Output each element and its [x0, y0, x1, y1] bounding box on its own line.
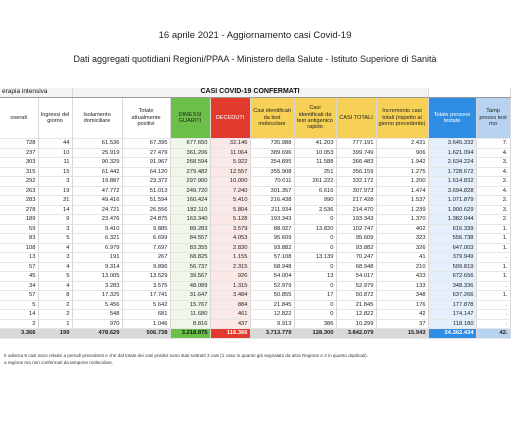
- table-cell: 323: [376, 234, 428, 244]
- table-cell: 6.979: [72, 243, 122, 253]
- table-cell: 366.483: [336, 158, 376, 168]
- table-cell: 5.456: [72, 300, 122, 310]
- table-cell: 3.283: [72, 281, 122, 291]
- table-row: [0, 234, 510, 244]
- table-cell: 1.942: [376, 158, 428, 168]
- table-cell: 90.329: [72, 158, 122, 168]
- col-header-deceduti: DECEDUTI: [210, 98, 250, 139]
- table-row: [0, 300, 510, 310]
- table-cell: 5.128: [210, 215, 250, 225]
- table-cell: 15.767: [170, 300, 210, 310]
- table-cell: 14: [38, 205, 72, 215]
- table-cell: 6.699: [122, 234, 170, 244]
- table-cell: 31.647: [170, 291, 210, 301]
- table-cell: .: [476, 281, 510, 291]
- table-cell: 4.053: [210, 234, 250, 244]
- totals-cell: 3.842.079: [336, 329, 376, 339]
- table-row: [0, 215, 510, 225]
- table-cell: 51.013: [122, 186, 170, 196]
- table-cell: 599.819: [428, 262, 476, 272]
- table-cell: 59: [0, 224, 38, 234]
- table-cell: 677.650: [170, 139, 210, 149]
- table-cell: 461: [210, 310, 250, 320]
- table-cell: 50.872: [336, 291, 376, 301]
- table-cell: 672.656: [428, 272, 476, 282]
- table-cell: 13.529: [122, 272, 170, 282]
- table-cell: 5.642: [122, 300, 170, 310]
- table-cell: 13.820: [294, 224, 336, 234]
- col-header-ricoverati: overati: [0, 98, 38, 139]
- table-cell: 19: [38, 186, 72, 196]
- table-cell: 301.357: [250, 186, 294, 196]
- group-header-casi-confermati: CASI COVID-19 CONFERMATI: [72, 88, 428, 98]
- table-row: [0, 281, 510, 291]
- table-cell: 89.283: [170, 224, 210, 234]
- table-cell: 27.479: [122, 148, 170, 158]
- table-cell: 191: [72, 253, 122, 263]
- table-cell: 6.616: [294, 186, 336, 196]
- table-cell: 297.900: [170, 177, 210, 187]
- table-cell: 5.410: [210, 196, 250, 206]
- table-row: [0, 186, 510, 196]
- table-cell: 24.721: [72, 205, 122, 215]
- table-cell: 70.247: [336, 253, 376, 263]
- table-cell: 133: [376, 281, 428, 291]
- table-cell: 348: [376, 291, 428, 301]
- table-cell: 0: [294, 281, 336, 291]
- table-cell: 647.003: [428, 243, 476, 253]
- table-cell: 45: [0, 272, 38, 282]
- table-cell: 735.988: [250, 139, 294, 149]
- table-cell: 84.557: [170, 234, 210, 244]
- table-cell: 12.822: [250, 310, 294, 320]
- table-cell: 10: [38, 148, 72, 158]
- table-cell: 2.830: [210, 243, 250, 253]
- table-cell: 93.882: [336, 243, 376, 253]
- table-cell: 1.900.629: [428, 205, 476, 215]
- table-cell: 11.064: [210, 148, 250, 158]
- table-cell: 177.878: [428, 300, 476, 310]
- table-cell: 303: [0, 158, 38, 168]
- totals-cell: 128.300: [294, 329, 336, 339]
- covid-data-table: [0, 88, 511, 339]
- table-row: [0, 272, 510, 282]
- table-cell: 31: [38, 196, 72, 206]
- totals-cell: 15.943: [376, 329, 428, 339]
- table-cell: 61.536: [72, 139, 122, 149]
- totals-cell: 478.629: [72, 329, 122, 339]
- table-cell: 1.155: [210, 253, 250, 263]
- table-cell: 990: [294, 196, 336, 206]
- table-cell: 315: [0, 167, 38, 177]
- table-cell: 17: [294, 291, 336, 301]
- table-cell: 1.474: [376, 186, 428, 196]
- table-cell: 681: [122, 310, 170, 320]
- table-cell: 68.825: [170, 253, 210, 263]
- table-cell: 268.594: [170, 158, 210, 168]
- table-cell: 216.438: [250, 196, 294, 206]
- table-cell: 23.372: [122, 177, 170, 187]
- table-cell: 211.934: [250, 205, 294, 215]
- table-cell: 433: [376, 272, 428, 282]
- table-cell: 210: [376, 262, 428, 272]
- totals-cell: 116.366: [210, 329, 250, 339]
- table-cell: 3.484: [210, 291, 250, 301]
- table-cell: .: [476, 253, 510, 263]
- table-cell: 41: [376, 253, 428, 263]
- table-cell: 9.314: [72, 262, 122, 272]
- col-header-ingressi: Ingressi del giorno: [38, 98, 72, 139]
- table-cell: 118.180: [428, 319, 476, 329]
- table-cell: 41.203: [294, 139, 336, 149]
- table-cell: 108: [0, 243, 38, 253]
- footnote: è odierna 9 casi sono relativi a periodi precedenti e che dal totale dei casi positivi sono stati sottratti 3 casi (1 caso in quanto già segnalato da altra Regione e 2 in quanto duplicati).: [4, 353, 368, 358]
- table-cell: 3.: [476, 205, 510, 215]
- table-cell: 728: [0, 139, 38, 149]
- table-cell: 1.200: [376, 177, 428, 187]
- table-cell: 19.887: [72, 177, 122, 187]
- table-cell: 7.697: [122, 243, 170, 253]
- table-cell: 3.645.332: [428, 139, 476, 149]
- table-row: [0, 148, 510, 158]
- table-row: [0, 158, 510, 168]
- table-cell: 249.720: [170, 186, 210, 196]
- table-row: [0, 177, 510, 187]
- table-cell: 1.: [476, 243, 510, 253]
- table-row: [0, 319, 510, 329]
- table-cell: 2.431: [376, 139, 428, 149]
- table-cell: 355.908: [250, 167, 294, 177]
- table-cell: 5: [38, 234, 72, 244]
- table-cell: 1.382.044: [428, 215, 476, 225]
- table-cell: 95.609: [336, 234, 376, 244]
- table-cell: 21.845: [250, 300, 294, 310]
- table-cell: 1.: [476, 262, 510, 272]
- table-cell: 2.: [476, 177, 510, 187]
- table-cell: 1.071.879: [428, 196, 476, 206]
- table-cell: 17.325: [72, 291, 122, 301]
- table-cell: 361.206: [170, 148, 210, 158]
- table-cell: 1.370: [376, 215, 428, 225]
- table-cell: .: [476, 300, 510, 310]
- table-cell: 2.536: [294, 205, 336, 215]
- table-cell: 11.588: [294, 158, 336, 168]
- table-cell: 10.053: [294, 148, 336, 158]
- table-cell: 24.875: [122, 215, 170, 225]
- table-cell: 283: [0, 196, 38, 206]
- report-subtitle: Dati aggregati quotidiani Regioni/PPAA - Ministero della Salute - Istituto Superiore di Sanità: [73, 54, 437, 64]
- table-row: [0, 196, 510, 206]
- table-cell: 926: [210, 272, 250, 282]
- table-cell: 88.927: [250, 224, 294, 234]
- table-cell: 174.147: [428, 310, 476, 320]
- col-header-casi-totali: CASI TOTALI: [336, 98, 376, 139]
- col-header-dimessi-guariti: DIMESSI GUARITI: [170, 98, 210, 139]
- col-header-incremento: Incremento casi totali (rispetto al giorno precedente): [376, 98, 428, 139]
- table-cell: 70.011: [250, 177, 294, 187]
- table-cell: 9: [38, 215, 72, 225]
- table-row: [0, 291, 510, 301]
- totals-cell: 3.713.779: [250, 329, 294, 339]
- table-cell: 49.416: [72, 196, 122, 206]
- table-cell: 13.005: [72, 272, 122, 282]
- table-cell: 25.919: [72, 148, 122, 158]
- totals-cell: 24.362.434: [428, 329, 476, 339]
- table-cell: 39.567: [170, 272, 210, 282]
- column-header-row: [0, 98, 510, 139]
- table-cell: .: [476, 310, 510, 320]
- table-cell: 163.340: [170, 215, 210, 225]
- table-cell: 1: [38, 319, 72, 329]
- table-cell: 182.110: [170, 205, 210, 215]
- table-cell: 5.804: [210, 205, 250, 215]
- table-cell: 176: [376, 300, 428, 310]
- table-cell: 637.266: [428, 291, 476, 301]
- table-cell: 23.476: [72, 215, 122, 225]
- table-cell: 11.680: [170, 310, 210, 320]
- table-cell: 54.004: [250, 272, 294, 282]
- table-cell: 5.922: [210, 158, 250, 168]
- table-cell: 0: [294, 262, 336, 272]
- table-cell: 2.: [476, 196, 510, 206]
- table-cell: 68.948: [250, 262, 294, 272]
- table-cell: 10.299: [336, 319, 376, 329]
- table-cell: 8.816: [170, 319, 210, 329]
- table-cell: 0: [294, 215, 336, 225]
- table-cell: 95.609: [250, 234, 294, 244]
- table-cell: 68.948: [336, 262, 376, 272]
- table-cell: 13: [0, 253, 38, 263]
- table-cell: 57.108: [250, 253, 294, 263]
- table-cell: 1.728.672: [428, 167, 476, 177]
- table-cell: 1.614.832: [428, 177, 476, 187]
- table-cell: 0: [294, 243, 336, 253]
- col-header-totale-positivi: Totale attualmente positivi: [122, 98, 170, 139]
- table-cell: 4.: [476, 186, 510, 196]
- col-header-test-antigenico: Casi identificati da test antigenico rapido: [294, 98, 336, 139]
- table-cell: 2: [38, 300, 72, 310]
- table-cell: 4.: [476, 167, 510, 177]
- totals-cell: 506.738: [122, 329, 170, 339]
- table-cell: 354.895: [250, 158, 294, 168]
- table-cell: 437: [210, 319, 250, 329]
- table-cell: 399.749: [336, 148, 376, 158]
- table-cell: 91.967: [122, 158, 170, 168]
- col-header-persone-testate: Totale persone testate: [428, 98, 476, 139]
- table-cell: 64.120: [122, 167, 170, 177]
- table-row: [0, 243, 510, 253]
- table-cell: 3: [38, 253, 72, 263]
- report-title: 16 aprile 2021 - Aggiornamento casi Covid-19: [158, 30, 352, 41]
- table-cell: 3.579: [210, 224, 250, 234]
- covid-table-container: [0, 88, 510, 337]
- table-cell: 356.159: [336, 167, 376, 177]
- table-cell: 67.395: [122, 139, 170, 149]
- table-cell: 292: [0, 177, 38, 187]
- table-cell: 0: [294, 310, 336, 320]
- group-header-spacer: [428, 88, 510, 98]
- table-row: [0, 205, 510, 215]
- table-cell: 1.046: [122, 319, 170, 329]
- table-row: [0, 262, 510, 272]
- table-cell: 263: [0, 186, 38, 196]
- col-header-test-molecolare: Casi identificati da test molecolare: [250, 98, 294, 139]
- table-cell: 34: [0, 281, 38, 291]
- table-cell: 32.146: [210, 139, 250, 149]
- table-cell: 193.343: [336, 215, 376, 225]
- table-cell: 386: [294, 319, 336, 329]
- table-cell: 9.913: [250, 319, 294, 329]
- table-row: [0, 224, 510, 234]
- totals-cell: 42.: [476, 329, 510, 339]
- table-cell: 56.737: [170, 262, 210, 272]
- table-cell: 93.882: [250, 243, 294, 253]
- totals-cell: 199: [38, 329, 72, 339]
- table-cell: 7.: [476, 139, 510, 149]
- table-cell: 160.424: [170, 196, 210, 206]
- table-cell: 4: [38, 243, 72, 253]
- table-cell: 2: [38, 310, 72, 320]
- table-cell: 348.336: [428, 281, 476, 291]
- table-cell: 332.172: [336, 177, 376, 187]
- table-cell: 44: [38, 139, 72, 149]
- table-row: [0, 167, 510, 177]
- table-cell: 1.621.094: [428, 148, 476, 158]
- table-cell: 83: [0, 234, 38, 244]
- table-cell: 54.017: [336, 272, 376, 282]
- table-cell: 9.410: [72, 224, 122, 234]
- table-row: [0, 139, 510, 149]
- table-cell: 0: [294, 234, 336, 244]
- table-cell: 3.575: [122, 281, 170, 291]
- totals-cell: 3.218.975: [170, 329, 210, 339]
- table-cell: 17.741: [122, 291, 170, 301]
- table-cell: 906: [376, 148, 428, 158]
- table-cell: 13.139: [294, 253, 336, 263]
- table-cell: 5: [38, 272, 72, 282]
- table-cell: 6.321: [72, 234, 122, 244]
- table-cell: 52.979: [336, 281, 376, 291]
- table-cell: 307.973: [336, 186, 376, 196]
- table-row: [0, 310, 510, 320]
- table-cell: 402: [376, 224, 428, 234]
- table-cell: 57: [0, 291, 38, 301]
- table-cell: 21.845: [336, 300, 376, 310]
- table-cell: 1.: [476, 224, 510, 234]
- table-cell: 3: [38, 224, 72, 234]
- table-cell: 0: [294, 300, 336, 310]
- table-cell: 616.339: [428, 224, 476, 234]
- table-cell: 237: [0, 148, 38, 158]
- table-cell: 1.: [476, 291, 510, 301]
- col-header-tamponi: Tamp proces test mo: [476, 98, 510, 139]
- table-cell: 48.089: [170, 281, 210, 291]
- table-cell: 1.: [476, 234, 510, 244]
- table-cell: 279.482: [170, 167, 210, 177]
- table-cell: 47.772: [72, 186, 122, 196]
- table-cell: 214.470: [336, 205, 376, 215]
- table-cell: 61.442: [72, 167, 122, 177]
- table-cell: 884: [210, 300, 250, 310]
- table-cell: 12.557: [210, 167, 250, 177]
- table-cell: 970: [72, 319, 122, 329]
- table-cell: 14: [0, 310, 38, 320]
- table-cell: 4.: [476, 148, 510, 158]
- table-row: [0, 253, 510, 263]
- table-cell: 1.537: [376, 196, 428, 206]
- group-header-row: [0, 88, 510, 98]
- totals-cell: 3.366: [0, 329, 38, 339]
- table-cell: 9.885: [122, 224, 170, 234]
- table-cell: 389.696: [250, 148, 294, 158]
- table-cell: 42: [376, 310, 428, 320]
- table-cell: 13: [294, 272, 336, 282]
- table-cell: 3.: [476, 158, 510, 168]
- table-cell: 1.: [476, 272, 510, 282]
- table-cell: 9.896: [122, 262, 170, 272]
- table-cell: 102.747: [336, 224, 376, 234]
- table-cell: 11: [38, 158, 72, 168]
- col-header-isolamento: Isolamento domiciliare: [72, 98, 122, 139]
- table-cell: 10.000: [210, 177, 250, 187]
- footnotes: [4, 352, 504, 366]
- table-cell: 2.: [476, 215, 510, 225]
- table-cell: 15: [38, 167, 72, 177]
- table-cell: 379.949: [428, 253, 476, 263]
- table-cell: 12.822: [336, 310, 376, 320]
- table-cell: 189: [0, 215, 38, 225]
- table-body: [0, 139, 510, 339]
- footnote: a regione ma non confermati da tampone molecolare.: [4, 360, 114, 365]
- table-cell: 3: [38, 177, 72, 187]
- table-cell: 217.428: [336, 196, 376, 206]
- group-header-terapia-intensiva: erapia intensiva: [0, 88, 72, 98]
- table-cell: 26.556: [122, 205, 170, 215]
- table-cell: 1.315: [210, 281, 250, 291]
- table-cell: .: [476, 319, 510, 329]
- table-cell: 5: [0, 300, 38, 310]
- table-cell: 3.694.828: [428, 186, 476, 196]
- table-cell: 2.634.224: [428, 158, 476, 168]
- table-cell: 4: [38, 281, 72, 291]
- totals-row: [0, 329, 510, 339]
- table-cell: 251: [294, 167, 336, 177]
- table-cell: 1.275: [376, 167, 428, 177]
- table-cell: 548: [72, 310, 122, 320]
- table-cell: 50.855: [250, 291, 294, 301]
- table-cell: 7.240: [210, 186, 250, 196]
- table-cell: 261.222: [294, 177, 336, 187]
- table-cell: 57: [0, 262, 38, 272]
- table-cell: 1.239: [376, 205, 428, 215]
- table-cell: 278: [0, 205, 38, 215]
- table-cell: 193.343: [250, 215, 294, 225]
- table-cell: 4: [38, 262, 72, 272]
- table-cell: 2.315: [210, 262, 250, 272]
- table-cell: 52.979: [250, 281, 294, 291]
- table-cell: 37: [376, 319, 428, 329]
- table-cell: 777.191: [336, 139, 376, 149]
- table-cell: 51.594: [122, 196, 170, 206]
- table-cell: 83.355: [170, 243, 210, 253]
- table-cell: 556.738: [428, 234, 476, 244]
- table-cell: 326: [376, 243, 428, 253]
- table-cell: 267: [122, 253, 170, 263]
- table-cell: 2: [0, 319, 38, 329]
- table-cell: 8: [38, 291, 72, 301]
